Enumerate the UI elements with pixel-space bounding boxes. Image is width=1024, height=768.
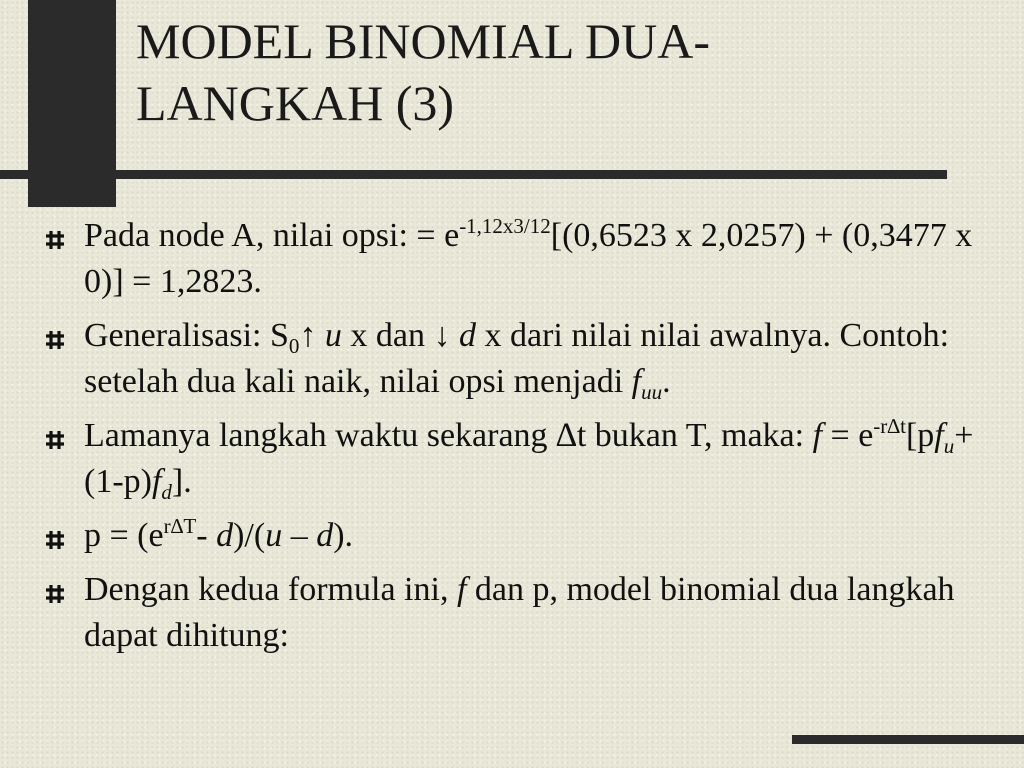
text: Generalisasi: S (84, 317, 289, 354)
footer-rule (792, 735, 1024, 744)
hash-bullet-icon (44, 329, 66, 351)
text: Pada node A, nilai opsi: = e (84, 217, 460, 254)
slide-title (136, 10, 996, 134)
text: dan p, model binomial dua langkah dapat dihitung: (84, 571, 955, 654)
hash-bullet-icon (44, 229, 66, 251)
subscript (161, 480, 172, 504)
math-var-f: f (151, 463, 162, 500)
math-var-f: f (934, 417, 944, 454)
math-var-d: d (161, 480, 172, 504)
hash-bullet-icon (44, 529, 66, 551)
text: [(0,6523 x 2,0257) + (0,3477 x 0)] = 1,2823. (84, 217, 973, 300)
bullet-probability-formula (44, 513, 1004, 559)
slide-title-line-1: MODEL BINOMIAL DUA- (136, 13, 710, 69)
text: Dengan kedua formula ini, (84, 571, 457, 608)
math-var-u: u (265, 517, 283, 554)
text: )/( (233, 517, 266, 554)
bullet-node-a-value (44, 213, 1004, 305)
bullet-conclusion (44, 567, 1004, 659)
hash-bullet-icon (44, 429, 66, 451)
text: ]. (171, 463, 192, 500)
title-underline-rule (0, 170, 947, 179)
bullet-time-step (44, 413, 1004, 505)
math-var-f: f (631, 363, 642, 400)
text: x dan (341, 317, 434, 354)
math-var-f: f (812, 417, 823, 454)
subscript (641, 380, 662, 404)
subscript: 0 (288, 334, 300, 358)
hash-bullet-icon (44, 583, 66, 605)
text: – (282, 517, 317, 554)
text: - (196, 517, 217, 554)
slide-title-line-2: LANGKAH (3) (136, 75, 454, 131)
text: x dari nilai nilai awalnya. Contoh: setelah dua kali naik, nilai opsi menjadi (84, 317, 950, 400)
exponent: r∆T (163, 514, 197, 538)
math-var-d: d (216, 517, 234, 554)
text: Lamanya langkah waktu sekarang ∆t bukan T, maka: (84, 417, 813, 454)
subscript (944, 434, 955, 458)
text: . (662, 363, 671, 400)
text: [p (905, 417, 935, 454)
math-var-f: f (456, 571, 467, 608)
bullet-generalization (44, 313, 1004, 405)
up-arrow-icon: ↑ (299, 317, 317, 354)
bullet-list (44, 213, 1004, 667)
math-var-d: d (459, 317, 476, 354)
math-var-u: u (324, 317, 342, 354)
exponent: -1,12x3/12 (459, 214, 551, 238)
text: = e (822, 417, 874, 454)
exponent: -r∆t (873, 414, 906, 438)
down-arrow-icon: ↓ (433, 317, 451, 354)
text: ). (333, 517, 354, 554)
text: p = (e (84, 517, 164, 554)
text: + (1-p) (84, 417, 974, 500)
math-var-uu: uu (641, 380, 663, 404)
math-var-d: d (316, 517, 334, 554)
math-var-u: u (943, 434, 955, 458)
